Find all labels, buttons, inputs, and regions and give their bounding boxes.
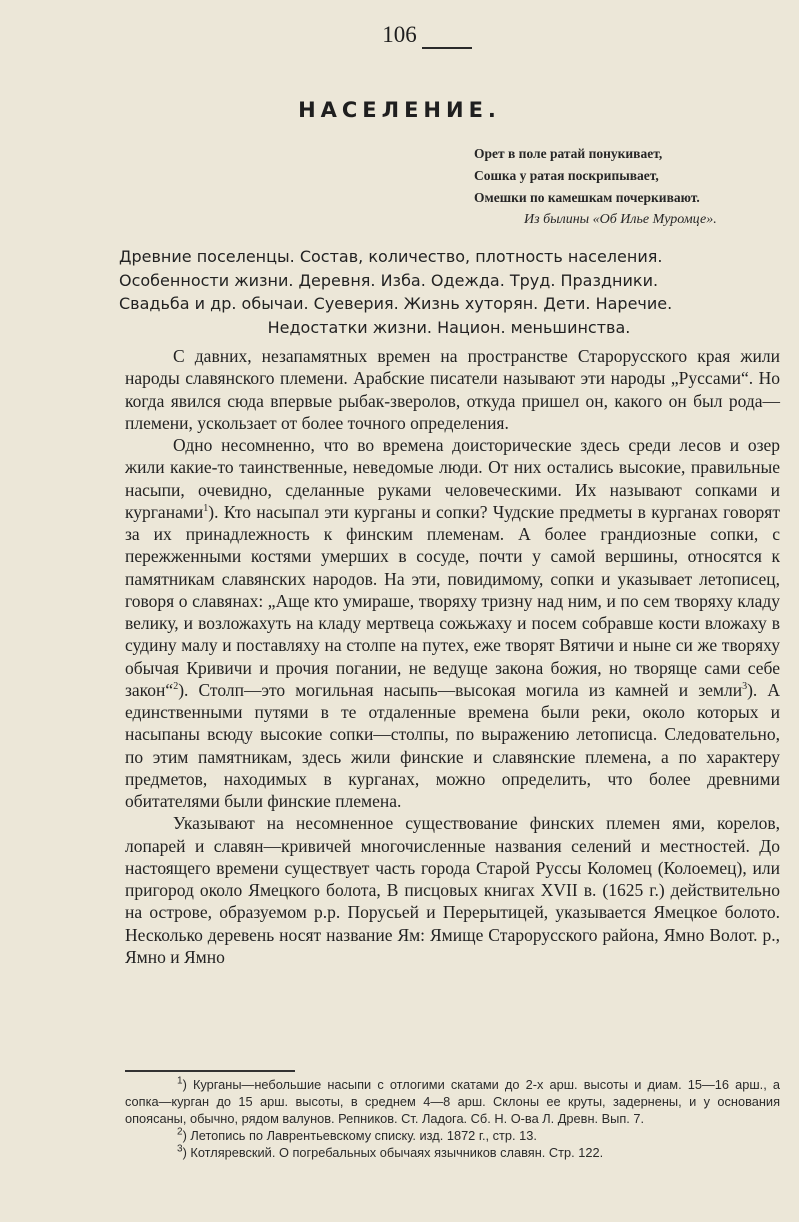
footnotes: [125, 1076, 780, 1161]
epigraph-line: Орет в поле ратай понукивает,: [474, 146, 663, 161]
page-number: 106: [382, 22, 417, 47]
footnote-text: ) Котляревский. О погребальных обычаях язычников славян. Стр. 122.: [182, 1145, 604, 1160]
footnote-text: ) Курганы—небольшие насыпи с отлогими скатами до 2-х арш. высоты и диам. 15—16 арш., а сопка—курган до 15 арш. высоты, в среднем 4—8 арш. Склоны ее круты, задернены, и у основания опоясаны, обычно, рядом валунов. Репников. Ст. Ладога. Сб. Н. О-ва Л. Древн. Вып. 7.: [125, 1077, 780, 1126]
paragraph-text: ). А единственными путями в те отдаленные времена были реки, около которых и насыпаны всюду высокие сопки—столпы, по выражению летописца. Следовательно, по этим памятникам, здесь жили финские и славянские племена, а по характеру предметов, находимых в курганах, можно определить, что более древними обитателями были финские племена.: [125, 679, 781, 811]
paragraph-text: Одно несомненно, что во времена доисторические здесь среди лесов и озер жили какие-то таинственные, неведомые люди. От них остались высокие, правильные насыпи, очевидно, сделанные руками человеческими. Их называют сопками и курганами: [125, 435, 780, 522]
epigraph-line: Омешки по камешкам почеркивают.: [474, 190, 700, 205]
body-text: [125, 345, 780, 968]
paragraph: [125, 434, 780, 812]
summary-line: Особенности жизни. Деревня. Изба. Одежда. Труд. Праздники.: [119, 270, 659, 290]
summary-line: Недостатки жизни. Национ. меньшинства.: [267, 317, 631, 337]
summary-line: Свадьба и др. обычаи. Суеверия. Жизнь хуторян. Дети. Наречие.: [119, 294, 673, 313]
summary-line: Древние поселенцы. Состав, количество, плотность населения.: [119, 247, 663, 266]
paragraph: Указывают на несомненное существование финских племен ями, корелов, лопарей и славян—кривичей многочисленные названия селений и местностей. До настоящего времени существует часть города Старой Руссы Коломец (Колоемец), или пригород около Ямецкого болота, В писцовых книгах XVII в. (1625 г.) действительно на острове, образуемом р.р. Порусьей и Перерытицей, указывается Ямецкое болото. Несколько деревень носят название Ям: Ямище Старорусского района, Ямно Волот. р., Ямно и Ямно: [125, 813, 780, 967]
footnote-number: 2: [177, 1126, 183, 1138]
footnote-number: 3: [177, 1143, 183, 1155]
chapter-summary: [119, 245, 779, 339]
footnote-ref: 3: [742, 680, 748, 692]
epigraph-source: Из былины «Об Илье Муромце».: [524, 212, 717, 227]
footnote-number: 1: [177, 1075, 183, 1087]
footnote: [125, 1144, 780, 1161]
footnote: [125, 1127, 780, 1144]
footnote-rule: [125, 1070, 295, 1072]
page-number-rule: [422, 47, 472, 49]
footnote: [125, 1076, 780, 1127]
footnote-ref: 2: [173, 680, 179, 692]
paragraph-text: ). Столп—это могильная насыпь—высокая могила из камней и земли: [178, 679, 743, 700]
chapter-title: НАСЕЛЕНИЕ.: [298, 98, 501, 122]
paragraph: С давних, незапамятных времен на пространстве Старорусского края жили народы славянского племени. Арабские писатели называют эти народы „Руссами“. Но когда явился сюда впервые рыбак-зверолов, откуда пришел он, какого он был рода—племени, ускользает от более точного определения.: [125, 346, 780, 433]
epigraph: [474, 143, 774, 231]
epigraph-line: Сошка у ратая поскрипывает,: [474, 168, 659, 183]
footnote-ref: 1: [203, 502, 209, 514]
paragraph-text: ). Кто насыпал эти курганы и сопки? Чудские предметы в курганах говорят за их принадлежность к финским племенам. А более грандиозные сопки, с пережженными костями умерших в сосуде, почти у самой вершины, относятся к памятникам славянских народов. На эти, повидимому, сопки и указывает летописец, говоря о славянах: „Аще кто умираше, творяху тризну над ним, и по сем творяху кладу велику, и возложахуть на кладу мертвеца сожьжаху и посем собравше кости вложаху в судину малу и поставляху на столпе на путех, еже творят Вятичи и ныне си же творяху обычая Кривичи и прочия погании, не ведуще закона божия, но творяще сами себе закон“: [125, 501, 780, 700]
footnote-text: ) Летопись по Лаврентьевскому списку. изд. 1872 г., стр. 13.: [182, 1128, 537, 1143]
